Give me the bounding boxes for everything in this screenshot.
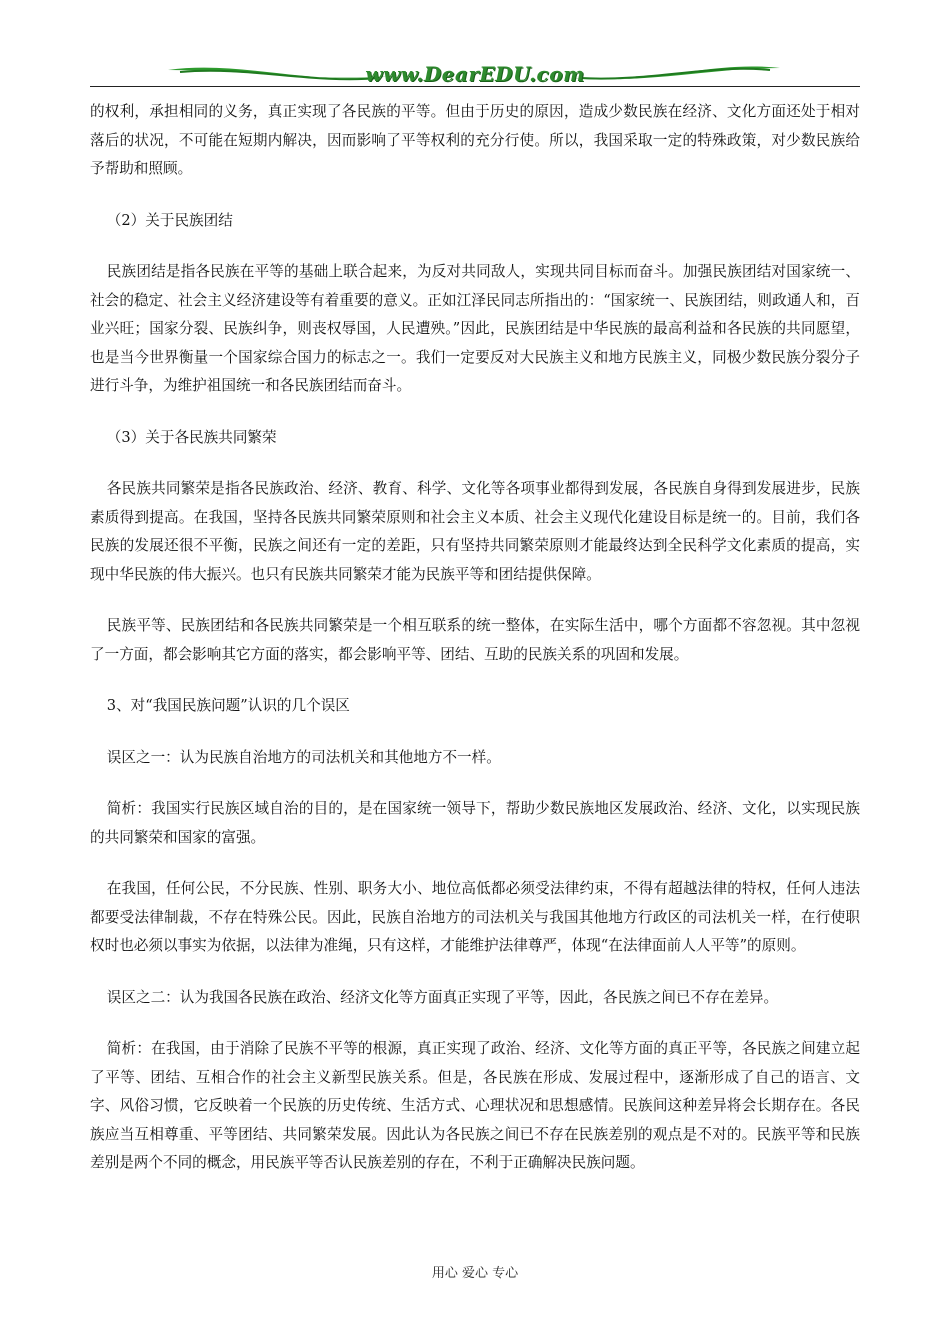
site-logo-text: www.DearEDU.com — [365, 62, 585, 86]
section-heading-unity: （2）关于民族团结 — [106, 211, 233, 229]
document-body — [90, 98, 860, 1201]
misconception-one: 误区之一：认为民族自治地方的司法机关和其他地方不一样。 — [106, 748, 501, 766]
section-heading-misconceptions: 3、对“我国民族问题”认识的几个误区 — [106, 697, 350, 714]
page-header — [90, 56, 860, 90]
paragraph-continuation: 的权利，承担相同的义务，真正实现了各民族的平等。但由于历史的原因，造成少数民族在经济、文化方面还处于相对落后的状况，不可能在短期内解决，因而影响了平等权利的充分行使。所以，我国采取一定的特殊政策，对少数民族给予帮助和照顾。 — [90, 103, 860, 177]
section-heading-prosperity: （3）关于各民族共同繁荣 — [106, 428, 277, 446]
page-footer: 用心 爱心 专心 — [431, 1266, 519, 1281]
misconception-two: 误区之二：认为我国各民族在政治、经济文化等方面真正实现了平等，因此，各民族之间已不存在差异。 — [106, 988, 779, 1006]
paragraph-unity: 民族团结是指各民族在平等的基础上联合起来，为反对共同敌人，实现共同目标而奋斗。加强民族团结对国家统一、社会的稳定、社会主义经济建设等有着重要的意义。正如江泽民同志所指出的：“国家统一、民族团结，则政通人和，百业兴旺；国家分裂、民族纠争，则丧权辱国，人民遭殃。”因此，民族团结是中华民族的最高利益和各民族的共同愿望，也是当今世界衡量一个国家综合国力的标志之一。我们一定要反对大民族主义和地方民族主义，同极少数民族分裂分子进行斗争，为维护祖国统一和各民族团结而奋斗。 — [90, 263, 860, 394]
header-divider — [90, 86, 860, 87]
paragraph-prosperity: 各民族共同繁荣是指各民族政治、经济、教育、科学、文化等各项事业都得到发展，各民族自身得到发展进步，民族素质得到提高。在我国，坚持各民族共同繁荣原则和社会主义本质、社会主义现代化建设目标是统一的。目前，我们各民族的发展还很不平衡，民族之间还有一定的差距，只有坚持共同繁荣原则才能最终达到全民科学文化素质的提高，实现中华民族的伟大振兴。也只有民族共同繁荣才能为民族平等和团结提供保障。 — [90, 480, 860, 583]
analysis-one: 简析：我国实行民族区域自治的目的，是在国家统一领导下，帮助少数民族地区发展政治、经济、文化，以实现民族的共同繁荣和国家的富强。 — [90, 800, 860, 846]
paragraph-integration: 民族平等、民族团结和各民族共同繁荣是一个相互联系的统一整体，在实际生活中，哪个方面都不容忽视。其中忽视了一方面，都会影响其它方面的落实，都会影响平等、团结、互助的民族关系的巩固和发展。 — [90, 617, 860, 663]
analysis-two: 简析：在我国，由于消除了民族不平等的根源，真正实现了政治、经济、文化等方面的真正平等，各民族之间建立起了平等、团结、互相合作的社会主义新型民族关系。但是，各民族在形成、发展过程中，逐渐形成了自己的语言、文字、风俗习惯，它反映着一个民族的历史传统、生活方式、心理状况和思想感情。民族间这种差异将会长期存在。各民族应当互相尊重、平等团结、共同繁荣发展。因此认为各民族之间已不存在民族差别的观点是不对的。民族平等和民族差别是两个不同的概念，用民族平等否认民族差别的存在，不利于正确解决民族问题。 — [90, 1040, 860, 1171]
paragraph-law-equality: 在我国，任何公民，不分民族、性别、职务大小、地位高低都必须受法律约束，不得有超越法律的特权，任何人违法都要受法律制裁，不存在特殊公民。因此，民族自治地方的司法机关与我国其他地方行政区的司法机关一样，在行使职权时也必须以事实为依据，以法律为准绳，只有这样，才能维护法律尊严，体现“在法律面前人人平等”的原则。 — [90, 880, 860, 954]
